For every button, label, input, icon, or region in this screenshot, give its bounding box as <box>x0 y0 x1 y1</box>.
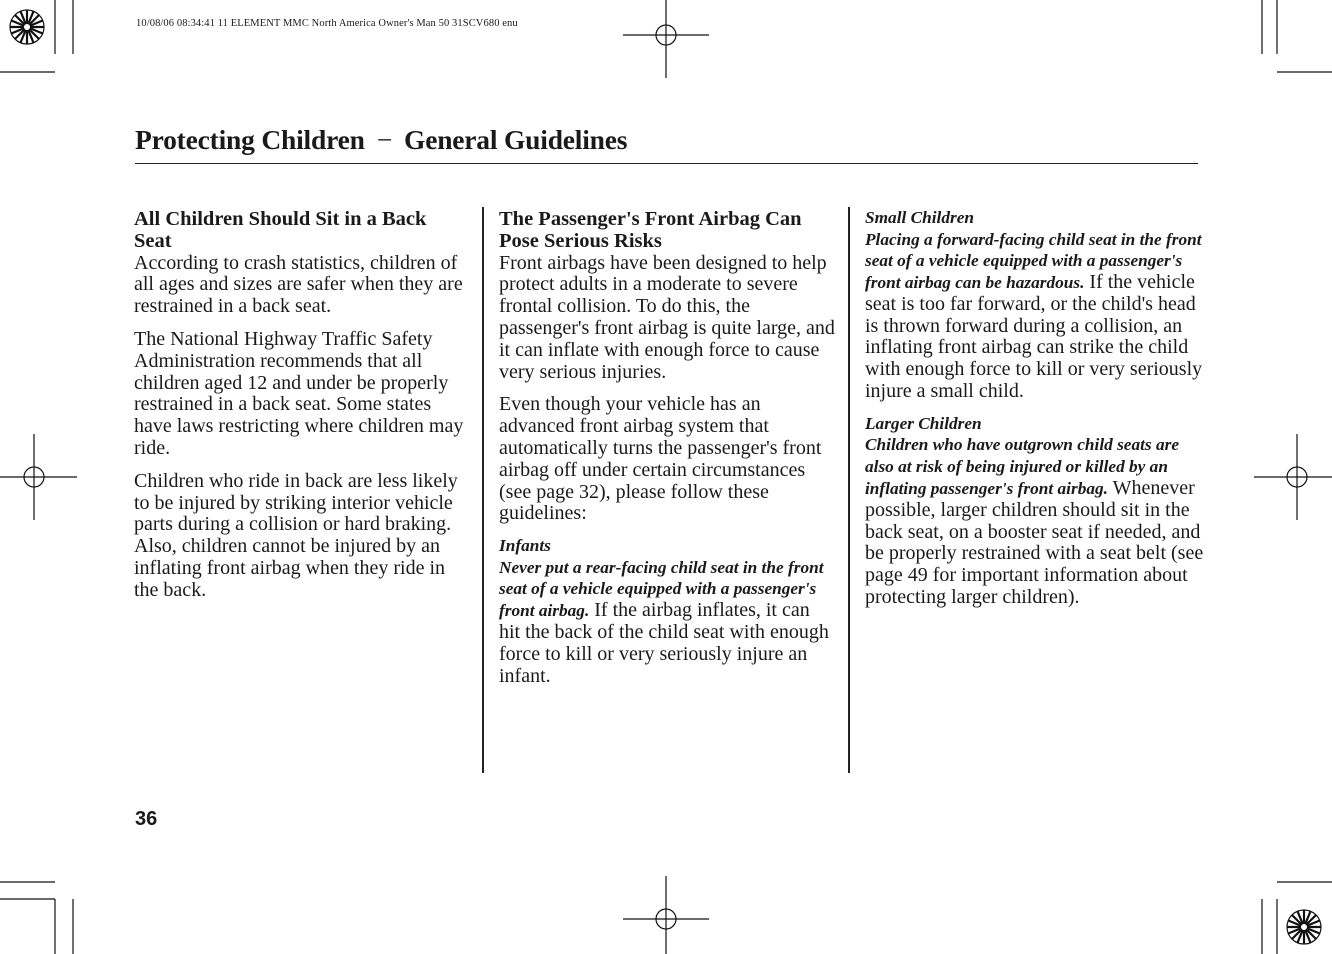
column-1 <box>134 209 466 602</box>
heading-back-seat: All Children Should Sit in a Back Seat <box>134 208 427 252</box>
body-text: If the vehicle seat is too far forward, or the child's head is thrown forward during a collision, an inflating front airbag can strike the child with enough force to kill or very seriously injure a small child. <box>865 271 1203 403</box>
column-2 <box>499 209 835 687</box>
registration-mark-bottom <box>623 876 709 954</box>
registration-mark-right <box>1254 434 1332 520</box>
paragraph: Even though your vehicle has an advanced front airbag system that automatically turns the passenger's front airbag off under certain circumstances (see page 32), please follow these guidelines: <box>499 393 822 525</box>
page-title <box>135 124 627 156</box>
column-divider <box>482 207 484 773</box>
registration-mark-left <box>0 434 77 520</box>
column-3 <box>865 208 1205 609</box>
subheading-larger-children: Larger Children <box>865 413 982 433</box>
starburst-icon-top-left <box>10 10 44 44</box>
section-subtitle: General Guidelines <box>404 124 628 155</box>
body-text: If the airbag inflates, it can hit the back of the child seat with enough force to kill or very seriously injure an infant. <box>499 599 829 687</box>
body-text: Whenever possible, larger children should sit in the back seat, on a booster seat if needed, and be properly restrained with a seat belt (see page 49 for important information about protecting larger children). <box>865 476 1204 608</box>
print-header: 10/08/06 08:34:41 11 ELEMENT MMC North America Owner's Man 50 31SCV680 enu <box>136 18 518 29</box>
subheading-small-children: Small Children <box>865 208 975 227</box>
section-title: Protecting Children <box>135 124 365 155</box>
warning-text: Children who have outgrown child seats are also at risk of being injured or killed by an inflating passenger's front airbag. <box>865 435 1179 498</box>
paragraph: Children who ride in back are less likely to be injured by striking interior vehicle parts during a collision or hard braking. Also, children cannot be injured by an inflating front airbag when they ride in the back. <box>134 469 458 601</box>
subheading-infants: Infants <box>499 536 551 556</box>
title-underline <box>135 163 1198 164</box>
warning-paragraph-small-children <box>865 229 1205 403</box>
page-number: 36 <box>135 808 158 830</box>
warning-paragraph-infants <box>499 557 835 688</box>
warning-paragraph-larger-children <box>865 434 1205 608</box>
title-separator: − <box>376 124 392 155</box>
paragraph: Front airbags have been designed to help protect adults in a moderate to severe frontal collision. To do this, the passenger's front airbag is quite large, and it can inflate with enough force to cause very serious injuries. <box>499 251 835 383</box>
warning-text: Placing a forward-facing child seat in the front seat of a vehicle equipped with a passenger's front airbag can be hazardous. <box>865 229 1202 293</box>
heading-airbag-risks: The Passenger's Front Airbag Can Pose Serious Risks <box>499 208 802 252</box>
registration-mark-top <box>623 0 709 78</box>
warning-text: Never put a rear-facing child seat in the front seat of a vehicle equipped with a passenger's front airbag. <box>499 557 824 621</box>
column-divider <box>848 207 850 773</box>
paragraph: According to crash statistics, children of all ages and sizes are safer when they are restrained in a back seat. <box>134 251 463 318</box>
paragraph: The National Highway Traffic Safety Administration recommends that all children aged 12 and under be properly restrained in a back seat. Some states have laws restricting where children may ride. <box>134 327 464 459</box>
starburst-icon-bottom-right <box>1287 910 1321 944</box>
